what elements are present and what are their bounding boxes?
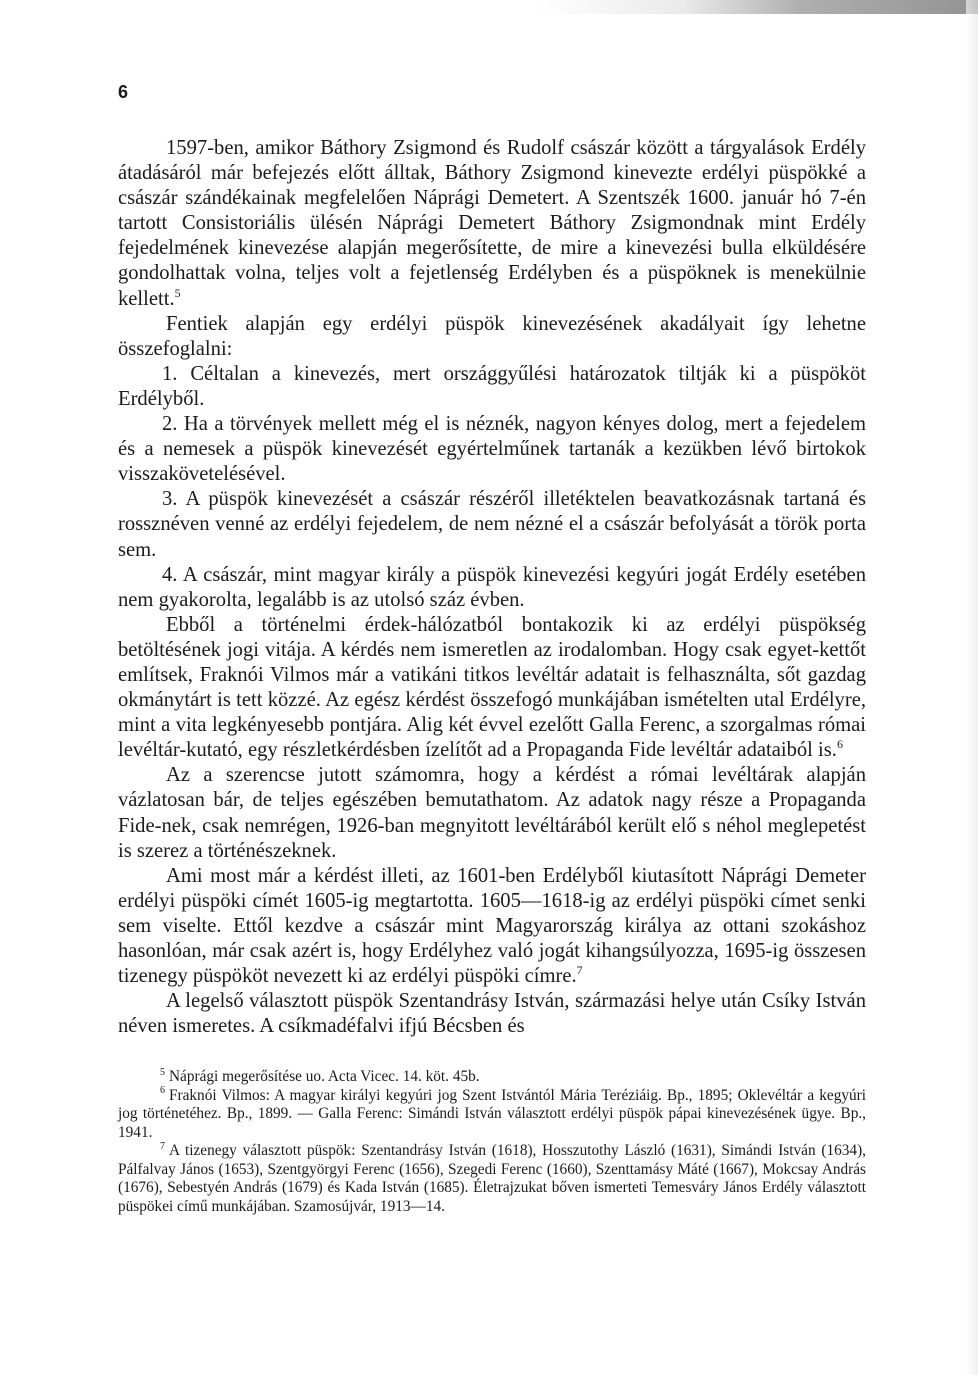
footnote-text: Fraknói Vilmos: A magyar királyi kegyúri jog Szent Istvántól Mária Teréziáig. Bp., 1895; Oklevéltár a kegyúri jog történetéhez. Bp., 1899. — Galla Ferenc: Simándi István választott erdélyi püspök pápai kinevezésének ügye. Bp., 1941. [118,1086,866,1141]
footnote-7 [118,1142,866,1216]
footnote-5 [118,1068,866,1087]
footnote-6 [118,1087,866,1143]
list-item-2: 2. Ha a törvények mellett még el is néznék, nagyon kényes dolog, mert a fejedelem és a nemesek a püspök kinevezését egyértelműnek tartanák a kezükben lévő birtokok visszakövetelésével. [118,413,866,486]
footnote-number: 7 [160,1140,165,1152]
paragraph-4: Az a szerencse jutott számomra, hogy a kérdést a római levéltárak alapján vázlatosan bár, de teljes egészében bemutathatom. Az adatok nagy része a Propaganda Fide-nek, csak nemrégen, 1926-ban megnyitott levéltárából került elő s néhol meglepetést is szerez a történészeknek. [118,764,866,862]
paragraph-1-text: 1597-ben, amikor Báthory Zsigmond és Rudolf császár között a tárgyalások Erdély átadásáról már befejezés előtt álltak, Báthory Zsigmond kinevezte erdélyi püspökké a császár szándékainak megfelelően Náprági Demetert. A Szentszék 1600. január hó 7-én tartott Consistoriális ülésén Náprági Demetert Báthory Zsigmondnak mint Erdély fejedelmének kinevezése alapján megerősítette, de mire a kinevezési bulla elküldésére gondolhattak volna, teljes volt a fejetlenség Erdélyben és a püspöknek is menekülnie kellett. [118,137,866,310]
footnote-ref-5[interactable]: 5 [174,285,181,300]
paragraph-2: Fentiek alapján egy erdélyi püspök kinevezésének akadályait így lehetne összefoglalni: [118,312,866,360]
paragraph-1 [118,136,866,312]
paragraph-5 [118,864,866,989]
list-item-3: 3. A püspök kinevezését a császár részéről illetéktelen beavatkozásnak tartaná és rossznéven venné az erdélyi fejedelem, de nem nézné el a császár befolyását a török porta sem. [118,488,866,561]
footnote-ref-6[interactable]: 6 [836,737,843,752]
paragraph-5-text: Ami most már a kérdést illeti, az 1601-ben Erdélyből kiutasított Náprági Demeter erdélyi püspöki címét 1605-ig megtartotta. 1605—1618-ig az erdélyi püspöki címet senki sem viselte. Ettől kezdve a császár mint Magyarország királya az ottani szokáshoz hasonlóan, már csak azért is, hogy Erdélyhez való jogát kihangsúlyozza, 1695-ig összesen tizenegy püspököt nevezett ki az erdélyi püspöki címre. [118,864,866,988]
main-text [118,136,866,1039]
footnote-text: Náprági megerősítése uo. Acta Vicec. 14. köt. 45b. [169,1068,480,1085]
paragraph-6: A legelső választott püspök Szentandrásy István, származási helye után Csíky István néven ismeretes. A csíkmadéfalvi ifjú Bécsben és [118,990,866,1038]
footnote-ref-7[interactable]: 7 [576,963,583,978]
page-number: 6 [118,82,129,102]
paragraph-3-text: Ebből a történelmi érdek-hálózatból bontakozik ki az erdélyi püspökség betöltésének jogi vitája. A kérdés nem ismeretlen az irodalomban. Hogy csak egyet-kettőt említsek, Fraknói Vilmos már a vatikáni titkos levéltár adatait is felhasználta, sőt gazdag okmánytárt is tett közzé. Az egész kérdést összefogó munkájában ismételten utal Erdélyre, mint a vita legkényesebb pontjára. Alig két évvel ezelőtt Galla Ferenc, a szorgalmas római levéltár-kutató, egy részletkérdésben ízelítőt ad a Propaganda Fide levéltár adataiból is. [118,613,866,762]
list-item-1: 1. Céltalan a kinevezés, mert országgyűlési határozatok tiltják ki a püspököt Erdélyből. [118,362,866,410]
list-item-4: 4. A császár, mint magyar király a püspök kinevezési kegyúri jogát Erdély esetében nem gyakorolta, legalább is az utolsó száz évben. [118,563,866,611]
footnote-number: 5 [160,1066,165,1078]
footnote-text: A tizenegy választott püspök: Szentandrásy István (1618), Hosszutothy László (1631), Simándi István (1634), Pálfalvay János (1653), Szentgyörgyi Ferenc (1656), Szegedi Ferenc (1660), Szenttamásy Máté (1667), Mokcsay András (1676), Sebestyén András (1679) és Kada István (1685). Életrajzukat bőven ismerteti Temesváry János Erdély választott püspökei című munkájában. Szamosújvár, 1913—14. [118,1142,866,1215]
footnotes [118,1068,866,1216]
paragraph-3 [118,613,866,764]
footnote-number: 6 [160,1085,165,1097]
scan-shadow-right [966,0,978,1375]
scan-shadow-top [0,0,978,14]
